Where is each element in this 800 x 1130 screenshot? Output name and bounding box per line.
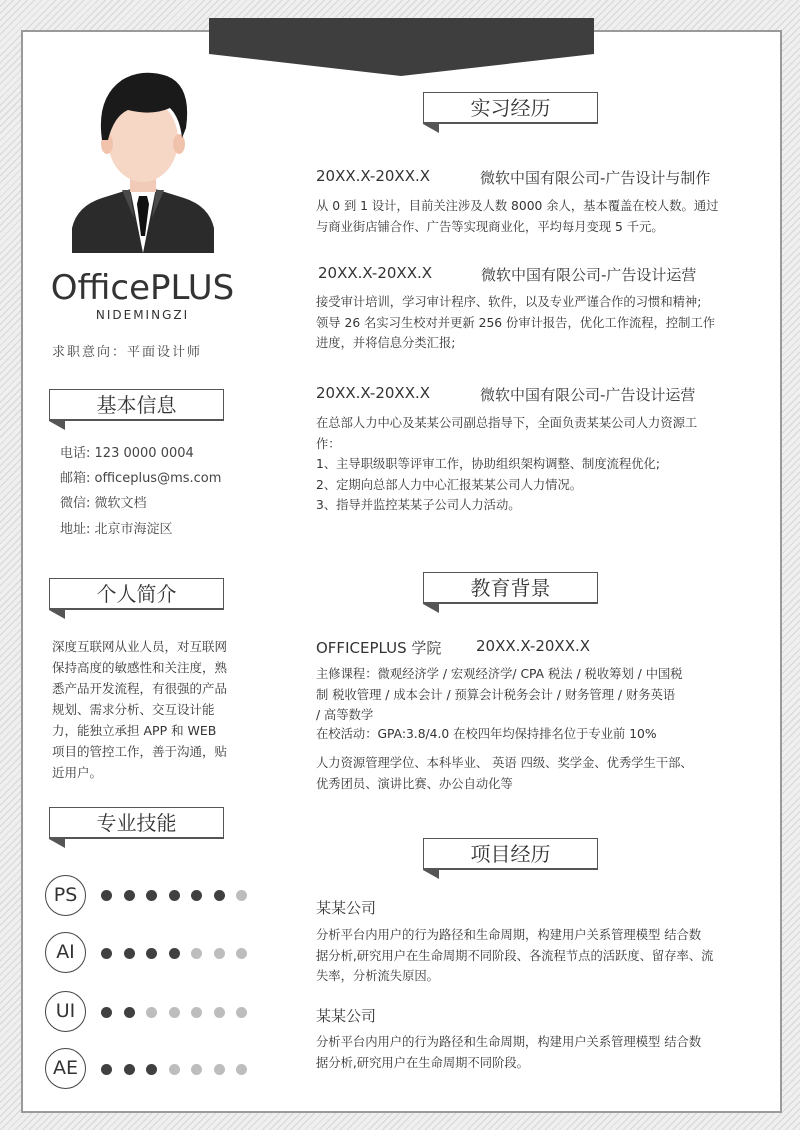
section-skills (49, 807, 224, 841)
skill-dot-filled (101, 948, 112, 959)
section-title: 教育背景 (423, 572, 598, 604)
skill-dot-empty (191, 948, 202, 959)
desc-line: 接受审计培训，学习审计程序、软件，以及专业严谨合作的习惯和精神; (316, 295, 702, 309)
ribbon-fold (423, 124, 439, 133)
skill-dot-empty (236, 948, 247, 959)
candidate-name: OfficePLUS (50, 268, 235, 308)
desc-line: 分析平台内用户的行为路径和生命周期，构建用户关系管理模型 结合数 (316, 928, 702, 942)
honor-line: 优秀团员、演讲比赛、办公自动化等 (316, 776, 513, 791)
skill-dot-filled (146, 948, 157, 959)
internship-2-desc (316, 292, 746, 354)
skill-dot-empty (214, 1064, 225, 1075)
section-education (423, 572, 598, 606)
internship-2-date: 20XX.X-20XX.X (318, 264, 433, 282)
education-date: 20XX.X-20XX.X (476, 637, 591, 655)
skill-dot-filled (124, 890, 135, 901)
project-1-company: 某某公司 (316, 899, 377, 917)
skill-dot-empty (191, 1007, 202, 1018)
skill-dot-empty (236, 1064, 247, 1075)
skill-dot-empty (236, 890, 247, 901)
desc-line: 进度，并将信息分类汇报; (316, 336, 456, 350)
desc-line: 失率，分析流失原因。 (316, 969, 439, 983)
course-line: / 高等数学 (316, 708, 374, 722)
info-label: 地址 (60, 522, 87, 537)
info-value: officeplus@ms.com (94, 471, 222, 486)
skill-badge-ae: AE (45, 1048, 86, 1089)
info-address: 地址: 北京市海淀区 (60, 522, 173, 537)
skill-dot-filled (214, 890, 225, 901)
education-courses (316, 664, 746, 726)
skill-dot-filled (169, 890, 180, 901)
skill-dot-empty (214, 948, 225, 959)
project-2-company: 某某公司 (316, 1007, 377, 1025)
course-line: 制 税收管理 / 成本会计 / 预算会计税务会计 / 财务管理 / 财务英语 (316, 687, 676, 702)
skill-dot-filled (101, 890, 112, 901)
top-banner-decoration (209, 18, 594, 76)
info-label: 微信 (60, 496, 87, 511)
skill-dot-filled (124, 948, 135, 959)
skill-dot-filled (101, 1064, 112, 1075)
education-honors (316, 753, 746, 794)
ribbon-fold (49, 421, 65, 430)
section-title: 基本信息 (49, 389, 224, 421)
desc-line: 据分析,研究用户在生命周期不同阶段。 (316, 1055, 529, 1070)
section-title: 实习经历 (423, 92, 598, 124)
section-internship (423, 92, 598, 126)
job-objective: 求职意向：平面设计师 (52, 345, 203, 360)
info-phone: 电话: 123 0000 0004 (60, 446, 194, 461)
skill-dot-filled (191, 890, 202, 901)
section-intro (49, 578, 224, 612)
info-wechat: 微信: 微软文档 (60, 496, 147, 511)
skill-dot-filled (124, 1064, 135, 1075)
skill-dot-empty (146, 1007, 157, 1018)
internship-3-company: 微软中国有限公司-广告设计运营 (480, 386, 696, 404)
desc-line: 与商业街店铺合作、广告等实现商业化，平均每月变现 5 千元。 (316, 219, 664, 234)
education-school: OFFICEPLUS 学院 (316, 639, 442, 657)
internship-3-date: 20XX.X-20XX.X (316, 384, 431, 402)
internship-1-company: 微软中国有限公司-广告设计与制作 (480, 169, 711, 187)
ribbon-fold (423, 604, 439, 613)
ribbon-fold (49, 610, 65, 619)
candidate-pinyin: NIDEMINGZI (95, 308, 190, 322)
info-value: 123 0000 0004 (94, 446, 194, 461)
internship-2-company: 微软中国有限公司-广告设计运营 (481, 266, 697, 284)
desc-line: 分析平台内用户的行为路径和生命周期，构建用户关系管理模型 结合数 (316, 1035, 702, 1049)
avatar (72, 68, 214, 253)
info-email: 邮箱: officeplus@ms.com (60, 471, 222, 486)
skill-dot-filled (169, 948, 180, 959)
section-basic-info (49, 389, 224, 423)
section-title: 专业技能 (49, 807, 224, 839)
project-1-desc (316, 925, 746, 987)
info-label: 电话 (60, 446, 87, 461)
skill-badge-ps: PS (45, 875, 86, 916)
skill-dot-empty (236, 1007, 247, 1018)
skill-dot-filled (101, 1007, 112, 1018)
desc-line: 在总部人力中心及某某公司副总指导下，全面负责某某公司人力资源工 (316, 416, 698, 430)
info-label: 邮箱 (60, 471, 87, 486)
desc-line: 领导 26 名实习生校对并更新 256 份审计报告，优化工作流程，控制工作 (316, 315, 716, 330)
skill-dot-filled (146, 890, 157, 901)
skill-dot-empty (214, 1007, 225, 1018)
internship-3-desc (316, 413, 746, 516)
section-title: 项目经历 (423, 838, 598, 870)
desc-line: 1、主导职级职等评审工作，协助组织架构调整、制度流程优化; (316, 457, 660, 471)
desc-line: 3、指导并监控某某子公司人力活动。 (316, 498, 521, 512)
internship-1-desc (316, 196, 746, 237)
skill-dot-filled (146, 1064, 157, 1075)
info-value: 北京市海淀区 (94, 522, 173, 537)
education-activity: 在校活动：GPA:3.8/4.0 在校四年均保持排名位于专业前 10% (316, 727, 657, 741)
ribbon-fold (423, 870, 439, 879)
honor-line: 人力资源管理学位、本科毕业、 英语 四级、奖学金、优秀学生干部、 (316, 756, 693, 770)
desc-line: 据分析,研究用户在生命周期不同阶段、各流程节点的活跃度、留存率、流 (316, 948, 714, 963)
skill-badge-ai: AI (45, 932, 86, 973)
internship-1-date: 20XX.X-20XX.X (316, 167, 431, 185)
course-line: 主修课程：微观经济学 / 宏观经济学/ CPA 税法 / 税收筹划 / 中国税 (316, 667, 683, 681)
skill-dot-empty (191, 1064, 202, 1075)
project-2-desc (316, 1032, 746, 1073)
skill-badge-ui: UI (45, 991, 86, 1032)
skill-dot-empty (169, 1064, 180, 1075)
desc-line: 作： (316, 436, 341, 451)
desc-line: 2、定期向总部人力中心汇报某某公司人力情况。 (316, 477, 583, 492)
skill-dot-filled (124, 1007, 135, 1018)
skill-dot-empty (169, 1007, 180, 1018)
section-title: 个人简介 (49, 578, 224, 610)
section-projects (423, 838, 598, 872)
info-value: 微软文档 (94, 496, 147, 511)
ribbon-fold (49, 839, 65, 848)
desc-line: 从 0 到 1 设计，目前关注涉及人数 8000 余人，基本覆盖在校人数。通过 (316, 199, 719, 213)
personal-bio: 深度互联网从业人员，对互联网保持高度的敏感性和关注度，熟悉产品开发流程，有很强的产品规划、需求分析、交互设计能力，能独立承担 APP 和 WEB 项目的管控工作，善于沟通，贴近用户。 (52, 639, 228, 780)
